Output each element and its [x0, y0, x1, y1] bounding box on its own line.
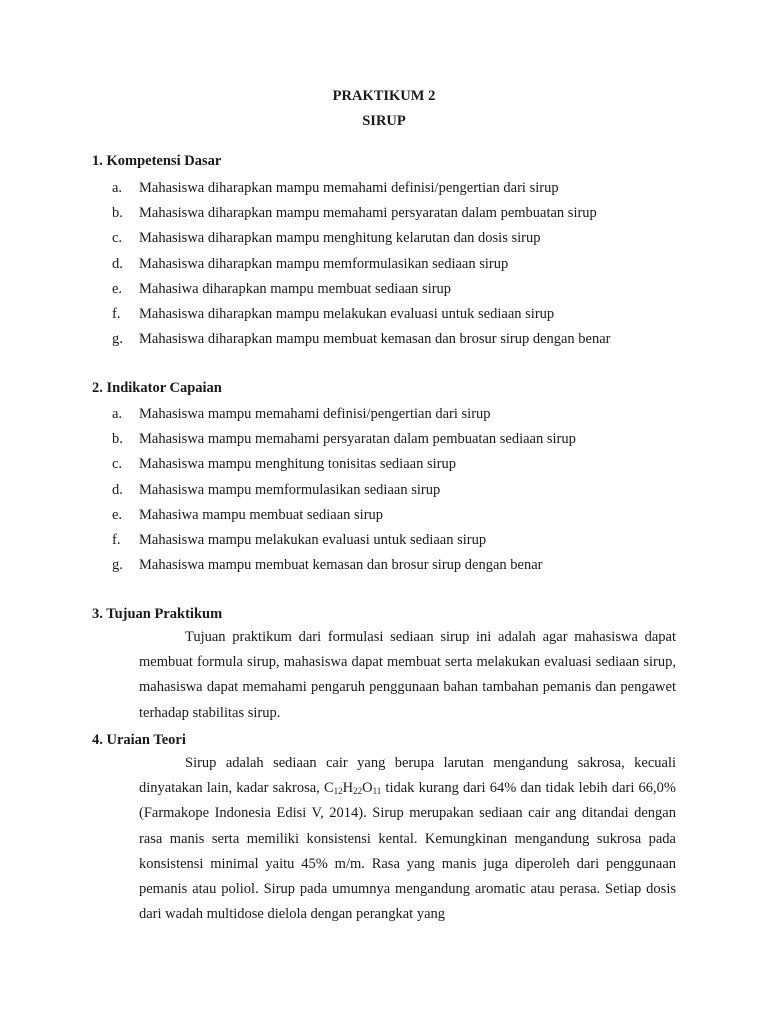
list-item: [112, 279, 712, 304]
list-item-text: Mahasiswa diharapkan mampu memahami persyaratan dalam pembuatan sirup: [139, 205, 597, 222]
list-marker: f.: [112, 305, 121, 322]
section-heading-kompetensi: 1. Kompetensi Dasar: [92, 153, 222, 169]
section-heading-uraian: 4. Uraian Teori: [92, 732, 186, 748]
section-heading-indikator: 2. Indikator Capaian: [92, 380, 222, 396]
list-marker: b.: [112, 431, 123, 448]
list-marker: d.: [112, 255, 123, 272]
list-item-text: Mahasiswa diharapkan mampu menghitung kelarutan dan dosis sirup: [139, 230, 541, 247]
kompetensi-list: [112, 178, 712, 354]
uraian-text-after: tidak kurang dari 64% dan tidak lebih dari 66,0% (Farmakope Indonesia Edisi V, 2014). Sirup merupakan sediaan cair ang ditandai dengan rasa manis serta memiliki konsistensi kental. Kemungkinan mengandung sukrosa pada konsistensi minimal yaitu 45% m/m. Rasa yang manis juga diperoleh dari penggunaan pemanis atau poliol. Sirup pada umumnya mengandung aromatic atau perasa. Setiap dosis dari wadah multidose dielola dengan perangkat yang: [139, 780, 676, 923]
indikator-list: [112, 404, 712, 580]
list-item: [112, 530, 712, 555]
list-item: [112, 480, 712, 505]
list-item: [112, 304, 712, 329]
list-item: [112, 505, 712, 530]
list-item-text: Mahasiswa diharapkan mampu melakukan evaluasi untuk sediaan sirup: [139, 305, 555, 322]
document-title: PRAKTIKUM 2: [332, 88, 436, 104]
document-subtitle: SIRUP: [362, 113, 406, 129]
list-item-text: Mahasiswa diharapkan mampu membuat kemasan dan brosur sirup dengan benar: [139, 331, 611, 348]
list-item-text: Mahasiswa mampu melakukan evaluasi untuk sediaan sirup: [139, 531, 487, 548]
list-item-text: Mahasiswa mampu memahami persyaratan dalam pembuatan sediaan sirup: [139, 431, 576, 448]
list-item-text: Mahasiswa mampu memahami definisi/pengertian dari sirup: [139, 406, 491, 422]
section-heading-tujuan: 3. Tujuan Praktikum: [92, 606, 223, 622]
list-item: [112, 254, 712, 279]
list-marker: e.: [112, 506, 123, 523]
list-item: [112, 429, 712, 454]
list-marker: d.: [112, 481, 123, 498]
list-marker: c.: [112, 230, 123, 247]
list-marker: g.: [112, 331, 123, 348]
list-marker: a.: [112, 180, 123, 196]
list-item-text: Mahasiswa mampu menghitung tonisitas sediaan sirup: [139, 456, 456, 473]
list-item: [112, 404, 712, 429]
tujuan-paragraph: Tujuan praktikum dari formulasi sediaan sirup ini adalah agar mahasiswa dapat membuat formula sirup, mahasiswa dapat membuat serta melakukan evaluasi sediaan sirup, mahasiswa dapat memahami pengaruh penggunaan bahan tambahan pemanis dan pengawet terhadap stabilitas sirup.: [139, 629, 676, 721]
list-item-text: Mahasiswa diharapkan mampu memahami definisi/pengertian dari sirup: [139, 180, 559, 196]
list-marker: e.: [112, 280, 123, 297]
uraian-text-before: Sirup adalah sediaan cair yang berupa larutan mengandung sakrosa, kecuali dinyatakan lain, kadar sakrosa,: [139, 755, 676, 797]
list-item-text: Mahasiswa mampu memformulasikan sediaan sirup: [139, 481, 441, 498]
list-item-text: Mahasiswa mampu membuat kemasan dan brosur sirup dengan benar: [139, 557, 543, 574]
list-item-text: Mahasiwa diharapkan mampu membuat sediaan sirup: [139, 280, 452, 297]
list-item: [112, 555, 712, 580]
list-item: [112, 178, 712, 203]
list-marker: f.: [112, 531, 121, 548]
list-item-text: Mahasiswa diharapkan mampu memformulasikan sediaan sirup: [139, 255, 509, 272]
list-item: [112, 454, 712, 479]
list-item-text: Mahasiwa mampu membuat sediaan sirup: [139, 506, 384, 523]
list-marker: c.: [112, 456, 123, 473]
list-marker: b.: [112, 205, 123, 222]
list-item: [112, 329, 712, 354]
list-item: [112, 228, 712, 253]
uraian-paragraph: [139, 751, 676, 927]
list-marker: a.: [112, 406, 123, 422]
list-item: [112, 203, 712, 228]
list-marker: g.: [112, 557, 123, 574]
sucrose-formula: $C_{12}H_{22}O_{11}$: [323, 780, 382, 797]
